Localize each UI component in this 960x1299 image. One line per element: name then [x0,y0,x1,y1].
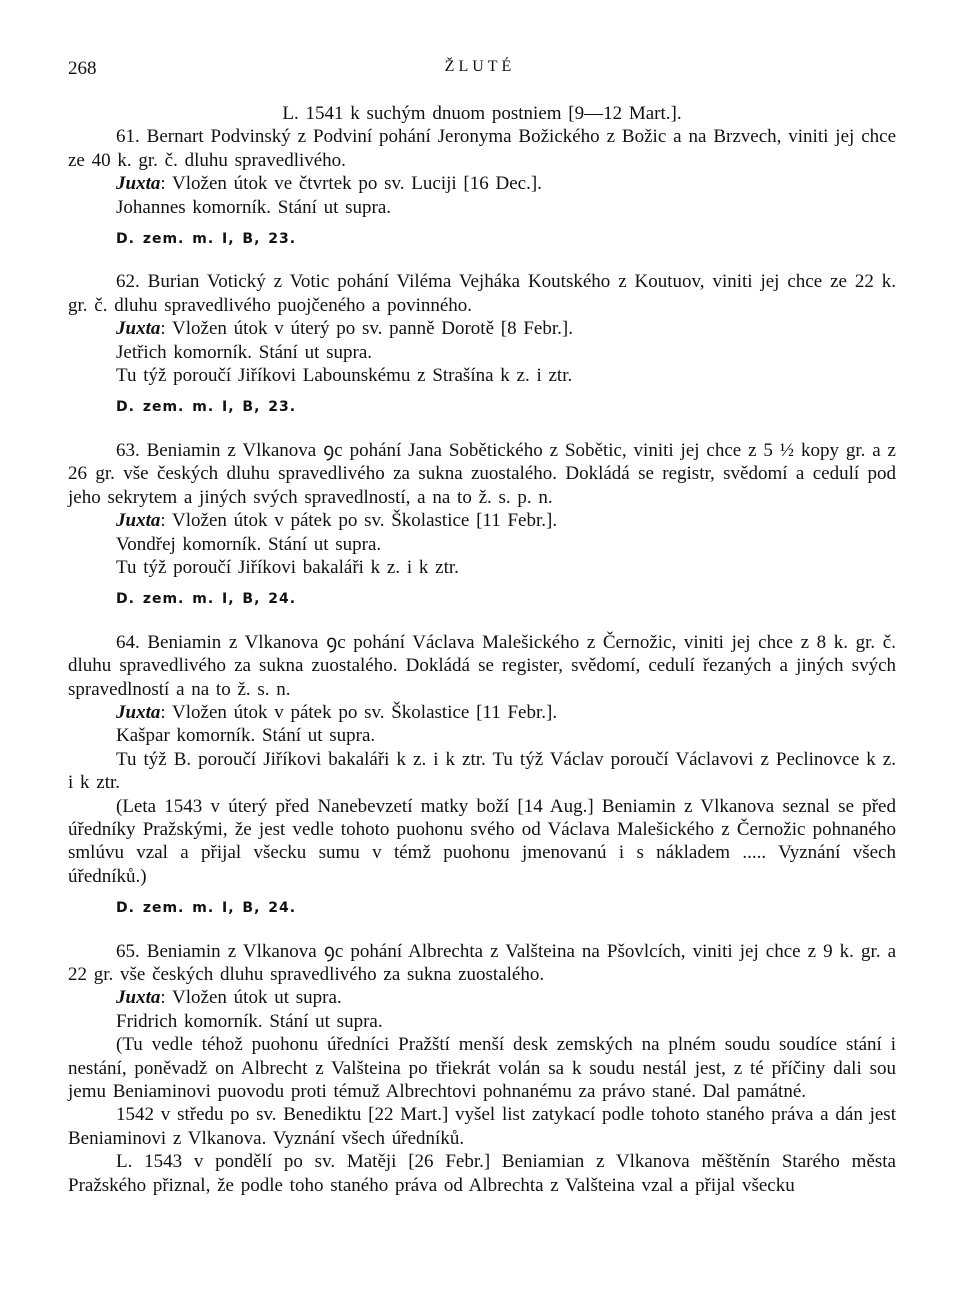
juxta-text: : Vložen útok v úterý po sv. panně Dorotě [8 Febr.]. [160,318,573,340]
running-title: ŽLUTÉ [444,58,516,75]
entry-63-line: Tu týž poroučí Jiříkovi bakaláři k z. i k ztr. [116,556,459,578]
dateline: L. 1541 k suchým dnuom postniem [9—12 Mart.]. [282,103,682,124]
juxta-text: : Vložen útok ve čtvrtek po sv. Luciji [16 Dec.]. [160,173,542,195]
juxta-text: : Vložen útok ut supra. [160,987,342,1009]
entry-61-text: 61. Bernart Podvinský z Podviní pohání Jeronyma Božického z Božic a na Brzvech, viniti jej chce ze 40 k. gr. č. dluhu spravedlivého. [68,126,896,171]
juxta-label: Juxta [116,701,161,723]
entry-62-source: D. zem. m. I, B, 23. [116,399,297,416]
entry-64-paragraph: (Leta 1543 v úterý před Nanebevzetí matky boží [14 Aug.] Beniamin z Vlkanova seznal se před úředníky Pražskými, že jest vedle tohoto puohonu svého od Václava Malešického z Černožic pohnaného smlúvu vzal a přijal všecku sumu v témž puohonu jmenovanú i s nákladem ..... Vyznání všech úředníků.) [68,795,896,887]
entry-61-juxta [68,172,896,195]
entry-61-line: Johannes komorník. Stání ut supra. [116,196,392,218]
entry-62-text: 62. Burian Votický z Votic pohání Viléma Vejháka Koutského z Koutuov, viniti jej chce ze 22 k. gr. č. dluhu spravedlivého puojčeného a povinného. [68,271,896,316]
entry-62-line: Jetřich komorník. Stání ut supra. [116,341,373,363]
entry-63-line: Vondřej komorník. Stání ut supra. [116,533,382,555]
entry-64-line: Kašpar komorník. Stání ut supra. [116,725,376,747]
entry-63-juxta [68,509,896,532]
entry-63-source: D. zem. m. I, B, 24. [116,591,297,608]
entry-63-text: 63. Beniamin z Vlkanova ꝯc pohání Jana Sobětického z Sobětic, viniti jej chce z 5 ½ kopy gr. a z 26 gr. vše českých dluhu spravedlivého za sukna zuostalého. Dokládá se registr, svědomí a cedulí pod jeho sekrytem a jiných svých spravedlností, a na to ž. s. p. n. [68,439,896,508]
entry-62-line: Tu týž poroučí Jiříkovi Labounskému z Strašína k z. i ztr. [116,365,573,387]
juxta-text: : Vložen útok v pátek po sv. Školastice [11 Febr.]. [160,510,558,532]
juxta-label: Juxta [116,987,161,1009]
entry-65-paragraph: L. 1543 v pondělí po sv. Matěji [26 Febr.] Beniamian z Vlkanova měštěnín Starého města Pražského přiznal, že podle toho staného práva od Albrechta z Valšteina vzal a přijal všecku [68,1151,896,1196]
entry-64-source: D. zem. m. I, B, 24. [116,900,297,917]
document-body [68,102,896,1197]
juxta-label: Juxta [116,173,161,195]
juxta-label: Juxta [116,318,161,340]
entry-65-paragraph: (Tu vedle téhož puohonu úředníci Pražští menší desk zemských na plném soudu soudíce stání i nestání, poněvadž on Albrecht z Valšteina po třiekrát volán sa k soudu nestál jest, z té příčiny dali sou jemu Beniaminovi puovodu proti témuž Albrechtovi pohnanému za právo stané. Dal památné. [68,1034,896,1103]
entry-65-juxta [68,986,896,1009]
entry-64-juxta [68,701,896,724]
page-header [68,58,892,86]
entry-64-text: 64. Beniamin z Vlkanova ꝯc pohání Václava Malešického z Černožic, viniti jej chce z 8 k. gr. č. dluhu spravedlivého za sukna zuostalého. Dokládá se register, svědomí, cedulí řezaných a jiných svých spravedlností a na to ž. s. n. [68,631,896,700]
page-number: 268 [68,58,97,79]
entry-65-paragraph: 1542 v středu po sv. Benediktu [22 Mart.] vyšel list zatykací podle tohoto staného práva a dán jest Beniaminovi z Vlkanova. Vyznání všech úředníků. [68,1104,896,1149]
juxta-label: Juxta [116,510,161,532]
entry-65-line: Fridrich komorník. Stání ut supra. [116,1010,383,1032]
entry-62-juxta [68,317,896,340]
entry-65-text: 65. Beniamin z Vlkanova ꝯc pohání Albrechta z Valšteina na Pšovlcích, viniti jej chce z 9 k. gr. a 22 gr. vše českých dluhu spravedlivého za sukna zuostalého. [68,940,896,985]
entry-61-source: D. zem. m. I, B, 23. [116,231,297,248]
juxta-text: : Vložen útok v pátek po sv. Školastice [11 Febr.]. [160,701,558,723]
entry-64-paragraph: Tu týž B. poroučí Jiříkovi bakaláři k z. i k ztr. Tu týž Václav poroučí Václavovi z Peclinovce k z. i k ztr. [68,748,896,794]
